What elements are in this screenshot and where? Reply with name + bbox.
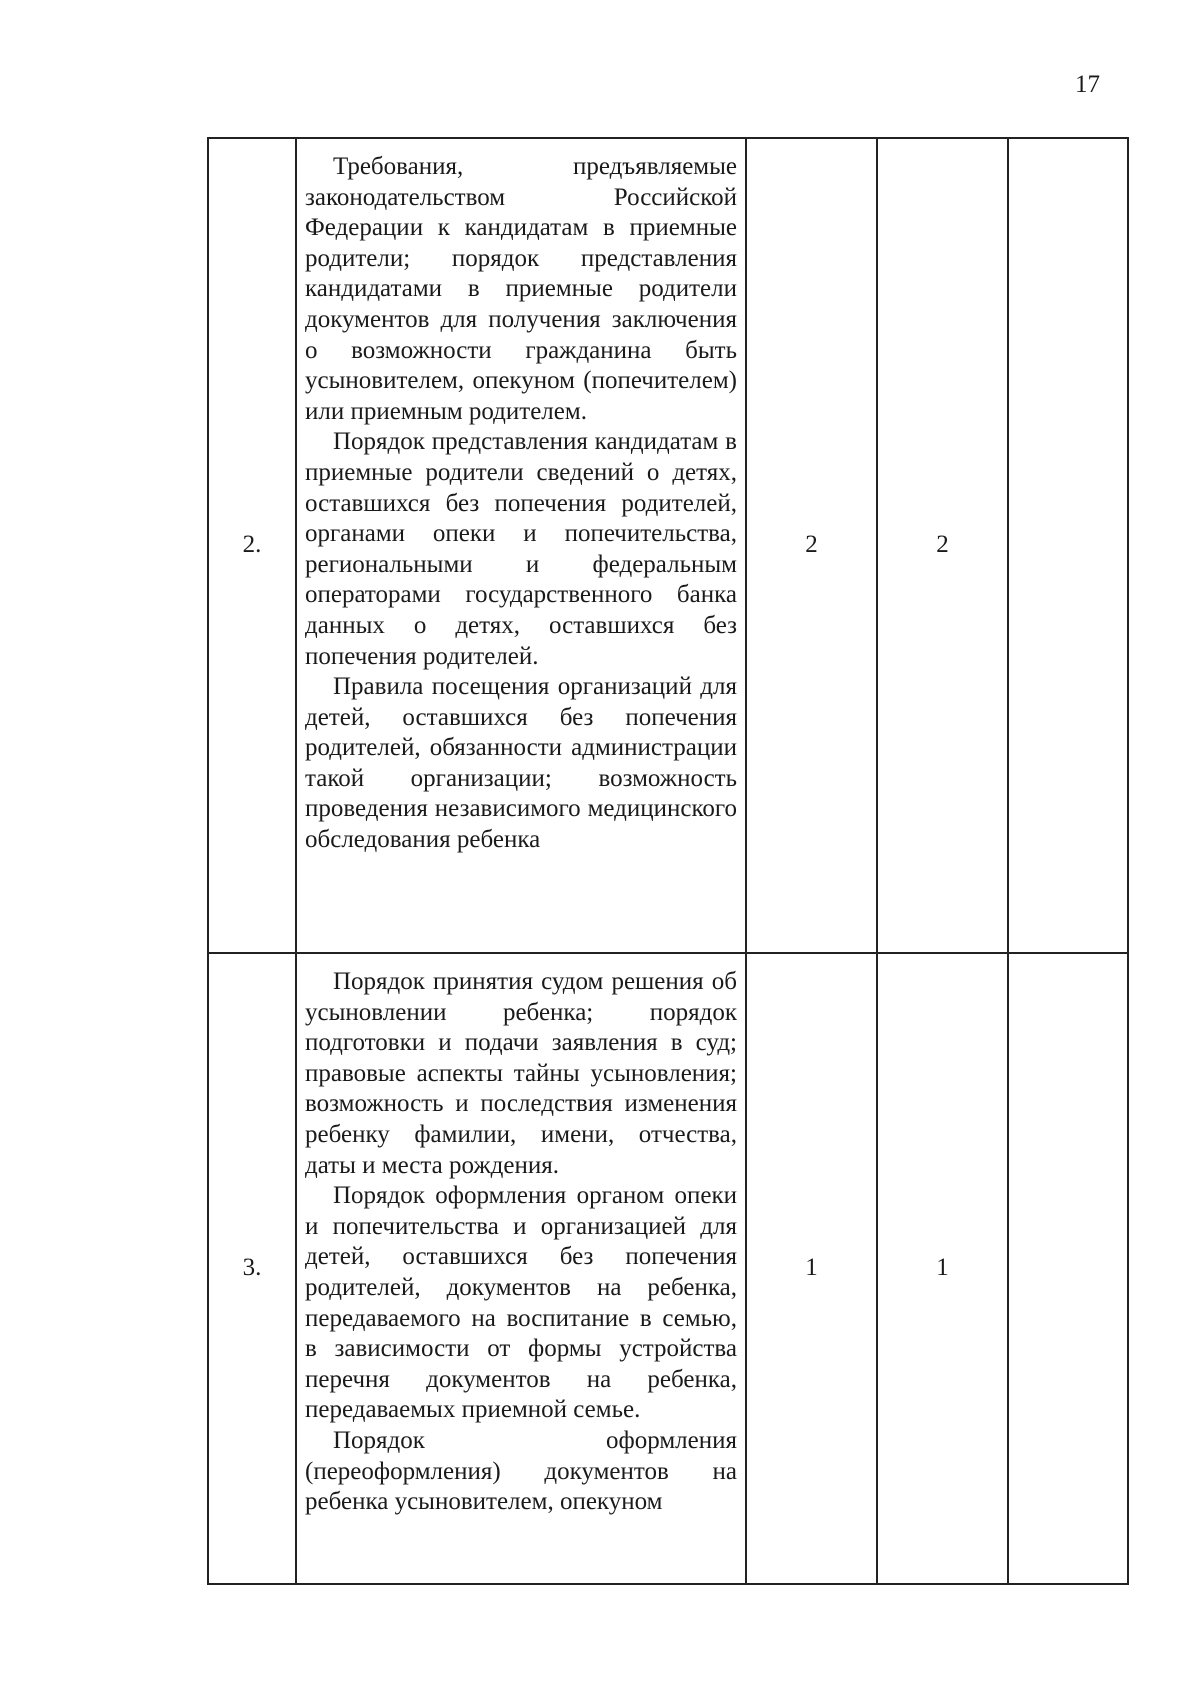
row-number: 3. xyxy=(208,953,296,1584)
page-number: 17 xyxy=(1075,71,1100,98)
hours-value-b: 1 xyxy=(877,953,1008,1584)
table-row xyxy=(208,953,1128,1584)
table-row xyxy=(208,138,1128,953)
topic-cell xyxy=(296,138,746,953)
hours-value-b: 2 xyxy=(877,138,1008,953)
topic-paragraph: Порядок принятия судом решения об усыновлении ребенка; порядок подготовки и подачи заявления в суд; правовые аспекты тайны усыновления; возможность и последствия изменения ребенку фамилии, имени, отчества, даты и места рождения. xyxy=(305,968,737,1179)
topic-paragraph: Порядок представления кандидатам в приемные родители сведений о детях, оставшихся без попечения родителей, органами опеки и попечительства, региональными и федеральным операторами государственного банка данных о детях, оставшихся без попечения родителей. xyxy=(305,428,737,670)
topic-paragraph: Порядок оформления (переоформления) документов на ребенка усыновителем, опекуном xyxy=(305,1426,737,1516)
row-number: 2. xyxy=(208,138,296,953)
topic-cell xyxy=(296,953,746,1584)
hours-value-c xyxy=(1008,138,1128,953)
topic-paragraph: Порядок оформления органом опеки и попечительства и организацией для детей, оставшихся без попечения родителей, документов на ребенка, передаваемого на воспитание в семью, в зависимости от формы устройства перечня документов на ребенка, передаваемых приемной семье. xyxy=(305,1182,737,1424)
topic-paragraph: Требования, предъявляемые законодательством Российской Федерации к кандидатам в приемные родители; порядок представления кандидатами в приемные родители документов для получения заключения о возможности гражданина быть усыновителем, опекуном (попечителем) или приемным родителем. xyxy=(305,153,737,425)
hours-value-c xyxy=(1008,953,1128,1584)
topic-paragraph: Правила посещения организаций для детей, оставшихся без попечения родителей, обязанности администрации такой организации; возможность проведения независимого медицинского обследования ребенка xyxy=(305,673,737,854)
program-table xyxy=(207,137,1129,1585)
hours-value-a: 1 xyxy=(746,953,877,1584)
hours-value-a: 2 xyxy=(746,138,877,953)
